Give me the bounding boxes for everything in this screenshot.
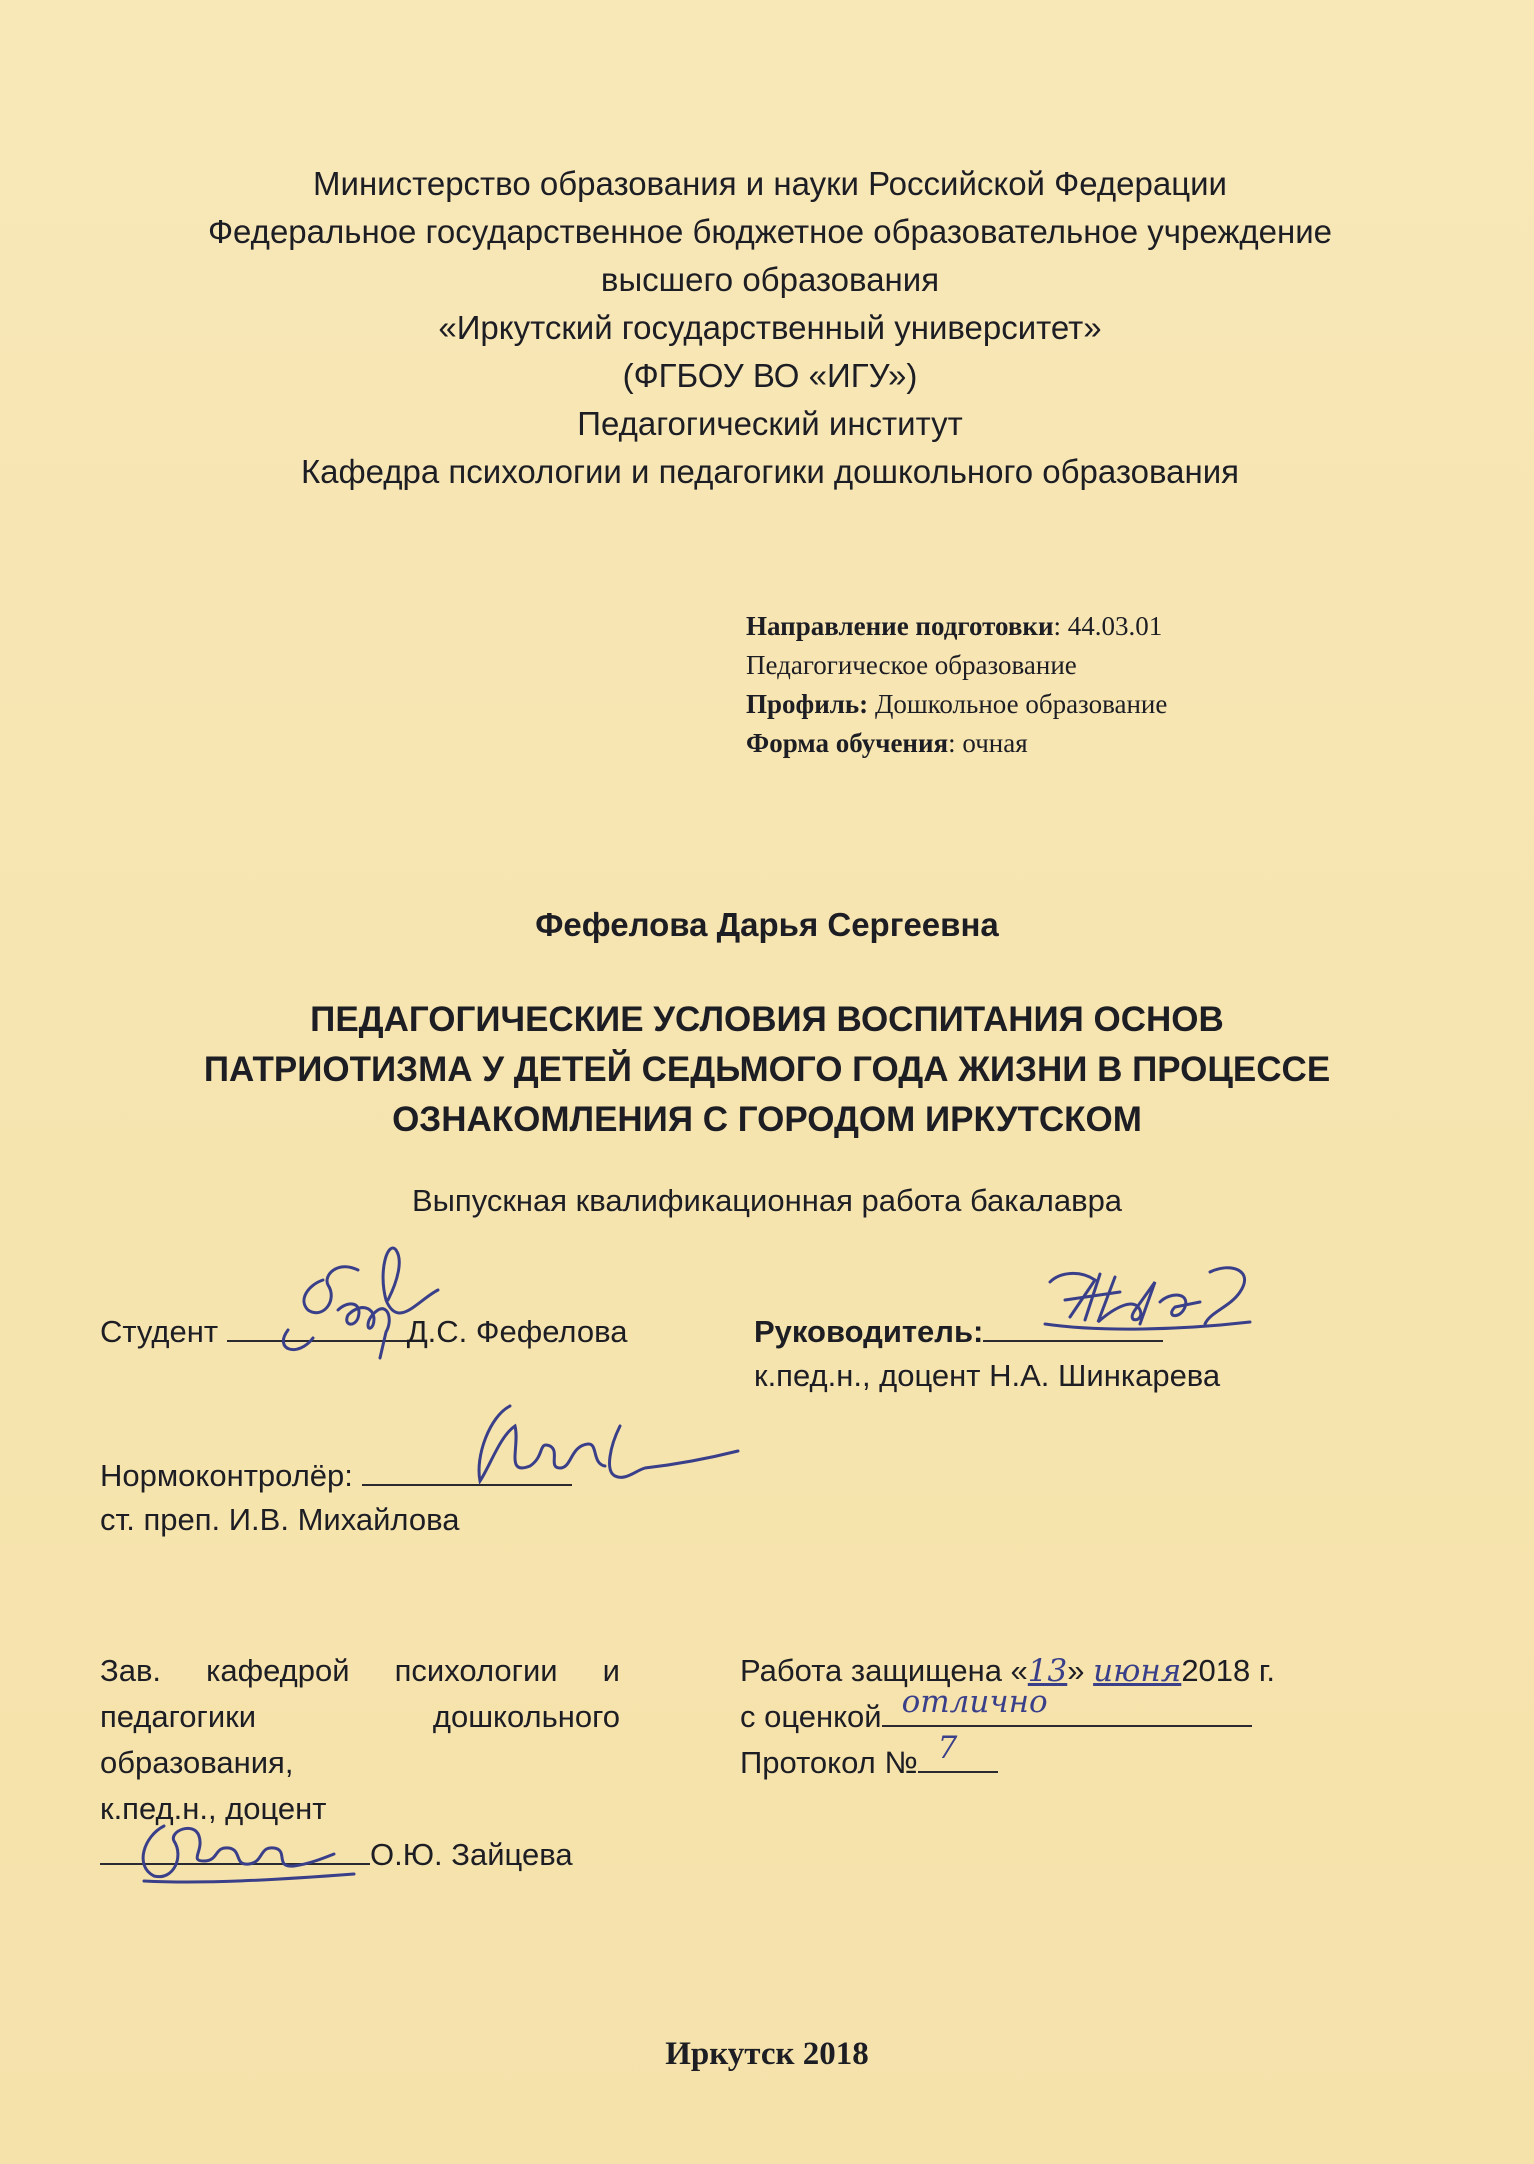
profile-line	[746, 685, 1167, 724]
head-of-department-block	[100, 1648, 620, 1878]
grade-line	[740, 1684, 1275, 1740]
supervisor-label: Руководитель:	[754, 1314, 984, 1349]
work-type: Выпускная квалификационная работа бакалавра	[411, 1183, 1123, 1218]
study-form-label: Форма обучения	[746, 728, 949, 758]
head-signature-line	[100, 1832, 620, 1878]
city-year: Иркутск 2018	[665, 2036, 869, 2072]
head-name: О.Ю. Зайцева	[370, 1837, 573, 1872]
thesis-title-line-3: ОЗНАКОМЛЕНИЯ С ГОРОДОМ ИРКУТСКОМ	[392, 1100, 1142, 1139]
protocol-label: Протокол №	[740, 1745, 918, 1780]
header-line-institution-type: Федеральное государственное бюджетное образовательное учреждение	[207, 213, 1333, 250]
grade-label: с оценкой	[740, 1699, 882, 1734]
head-signature-underline	[100, 1833, 370, 1865]
thesis-title-line-1: ПЕДАГОГИЧЕСКИЕ УСЛОВИЯ ВОСПИТАНИЯ ОСНОВ	[310, 1000, 1224, 1039]
normcontrol-signature-line	[362, 1454, 572, 1486]
institution-header	[120, 160, 1420, 496]
head-line-2	[100, 1694, 620, 1740]
header-line-department: Кафедра психологии и педагогики дошкольного образования	[300, 453, 1240, 490]
header-line-university: «Иркутский государственный университет»	[438, 309, 1102, 346]
defense-date-middle: »	[1067, 1653, 1094, 1688]
head-line-1	[100, 1648, 620, 1694]
head-line-1-word-2: кафедрой	[206, 1653, 350, 1688]
head-line-2-word-2: дошкольного	[432, 1699, 620, 1734]
study-form-line	[746, 724, 1167, 763]
head-line-2-word-1: педагогики	[100, 1699, 257, 1734]
direction-code: : 44.03.01	[1053, 611, 1163, 641]
defense-date-suffix: 2018 г.	[1181, 1653, 1276, 1688]
direction-label: Направление подготовки	[746, 611, 1054, 641]
study-direction-block	[746, 607, 1167, 763]
protocol-underline	[918, 1730, 998, 1773]
defense-date-prefix: Работа защищена «	[740, 1653, 1028, 1688]
head-line-1-word-1: Зав.	[100, 1653, 162, 1688]
protocol-line	[740, 1730, 1275, 1786]
student-signature-block	[100, 1310, 627, 1354]
normcontrol-signature-block	[100, 1454, 572, 1542]
header-line-institute: Педагогический институт	[577, 405, 963, 442]
direction-name: Педагогическое образование	[746, 650, 1077, 680]
profile-label: Профиль:	[746, 689, 869, 719]
normcontrol-name: ст. преп. И.В. Михайлова	[100, 1502, 460, 1537]
defense-day: 13	[1027, 1653, 1068, 1689]
header-line-education-level: высшего образования	[600, 261, 940, 298]
thesis-title	[150, 995, 1384, 1145]
head-line-1-word-4: и	[602, 1653, 620, 1688]
supervisor-signature-block	[754, 1310, 1220, 1398]
header-line-university-abbr: (ФГБОУ ВО «ИГУ»)	[622, 357, 918, 394]
student-label: Студент	[100, 1314, 219, 1349]
defense-month: июня	[1093, 1653, 1182, 1689]
grade-underline	[882, 1684, 1252, 1727]
grade-value: отлично	[901, 1684, 1048, 1720]
header-line-ministry: Министерство образования и науки Российской Федерации	[313, 165, 1227, 202]
supervisor-signature-line	[983, 1310, 1163, 1342]
head-line-1-word-3: психологии	[394, 1653, 558, 1688]
supervisor-name: к.пед.н., доцент Н.А. Шинкарева	[754, 1358, 1221, 1393]
head-line-4: к.пед.н., доцент	[100, 1791, 327, 1826]
author-name: Фефелова Дарья Сергеевна	[535, 906, 999, 943]
protocol-value: 7	[937, 1730, 958, 1766]
student-name: Д.С. Фефелова	[406, 1314, 628, 1349]
direction-line	[746, 607, 1167, 646]
thesis-title-line-2: ПАТРИОТИЗМА У ДЕТЕЙ СЕДЬМОГО ГОДА ЖИЗНИ В ПРОЦЕССЕ	[203, 1050, 1331, 1089]
student-signature-line	[227, 1310, 407, 1342]
head-line-3: образования,	[100, 1745, 294, 1780]
study-form-value: : очная	[948, 728, 1028, 758]
profile-value: Дошкольное образование	[868, 689, 1168, 719]
defense-info-block	[740, 1648, 1275, 1786]
normcontrol-label: Нормоконтролёр:	[100, 1458, 353, 1493]
normcontrol-line	[100, 1454, 572, 1498]
supervisor-line	[754, 1310, 1220, 1354]
